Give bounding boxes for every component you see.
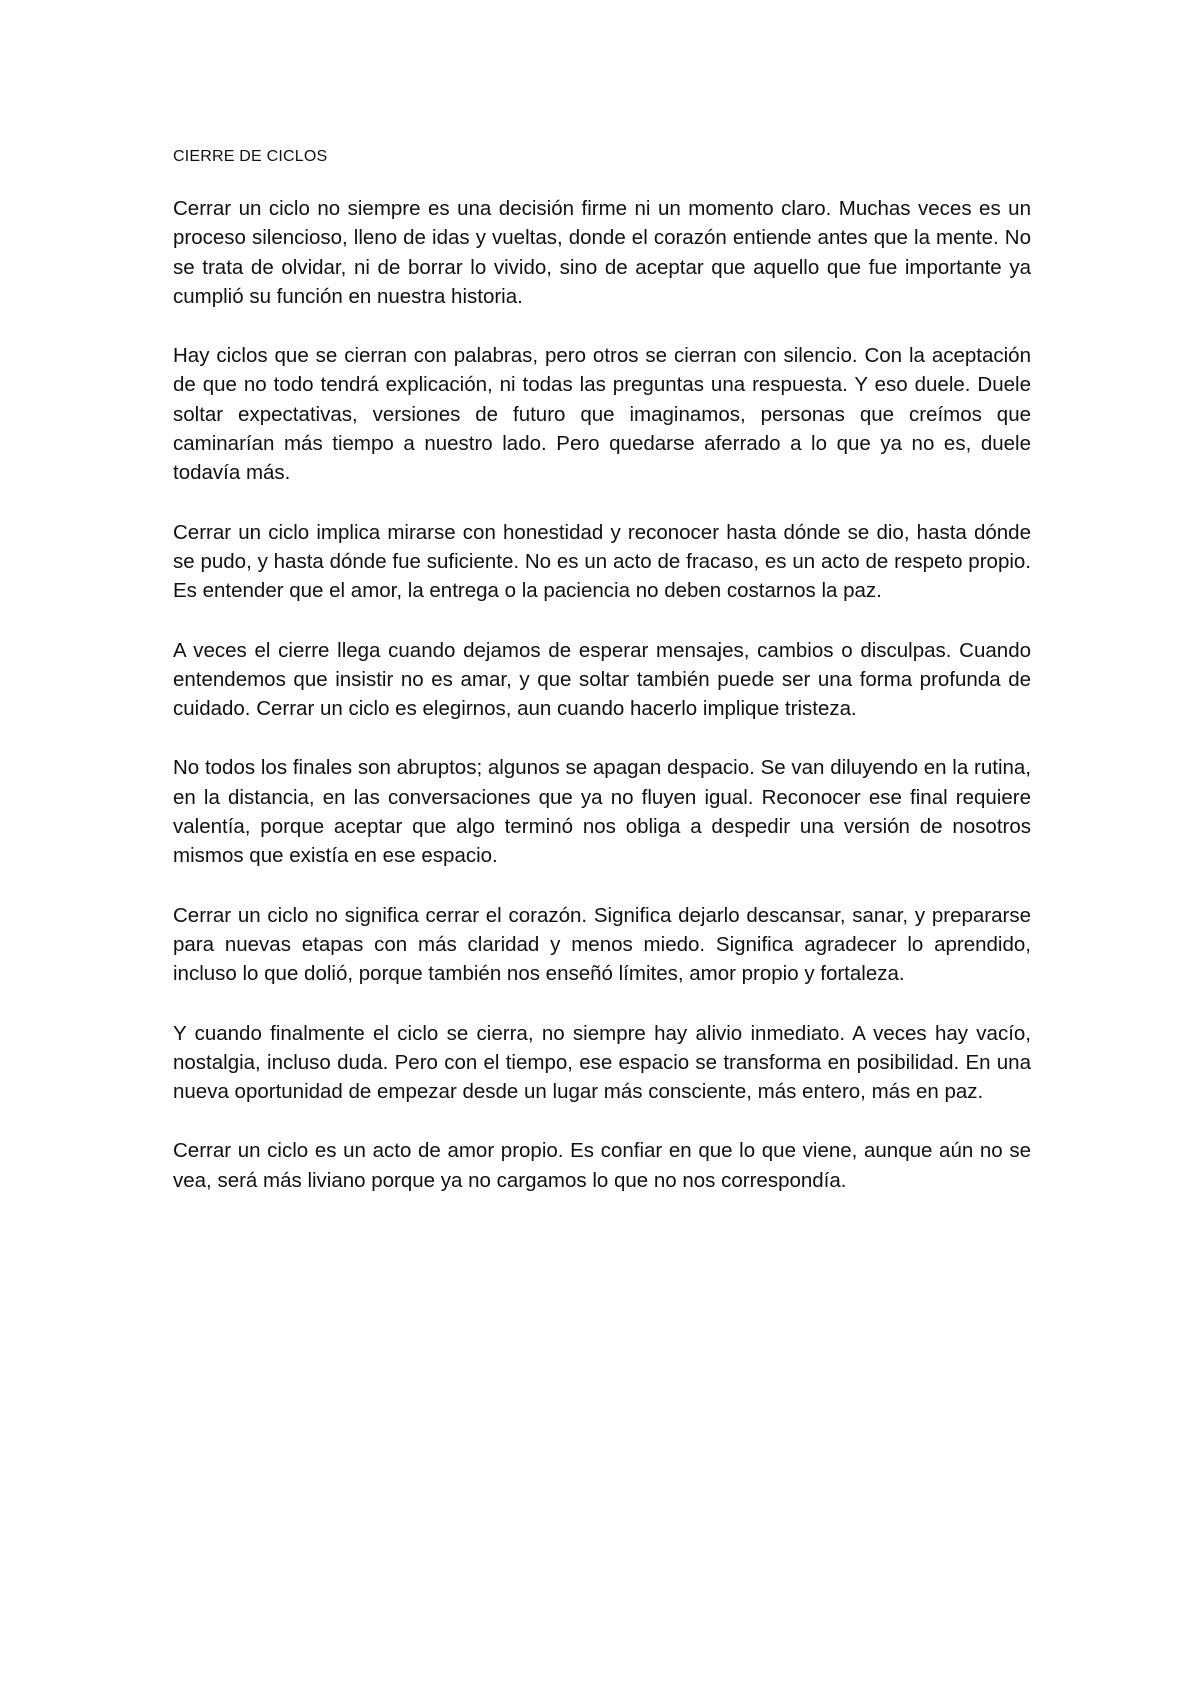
paragraph-1: Cerrar un ciclo no siempre es una decisión firme ni un momento claro. Muchas veces es un proceso silencioso, lleno de idas y vueltas, donde el corazón entiende antes que la mente. No se trata de olvidar, ni de borrar lo vivido, sino de aceptar que aquello que fue importante ya cumplió su función en nuestra historia.	[173, 197, 1031, 308]
document-title: CIERRE DE CICLOS	[173, 148, 328, 165]
document-body	[173, 146, 1031, 1225]
paragraph-3: Cerrar un ciclo implica mirarse con honestidad y reconocer hasta dónde se dio, hasta dónde se pudo, y hasta dónde fue suficiente. No es un acto de fracaso, es un acto de respeto propio. Es entender que el amor, la entrega o la paciencia no deben costarnos la paz.	[173, 520, 1031, 603]
paragraph-4: A veces el cierre llega cuando dejamos de esperar mensajes, cambios o disculpas. Cuando entendemos que insistir no es amar, y que soltar también puede ser una forma profunda de cuidado. Cerrar un ciclo es elegirnos, aun cuando hacerlo implique tristeza.	[173, 638, 1031, 721]
paragraph-6: Cerrar un ciclo no significa cerrar el corazón. Significa dejarlo descansar, sanar, y prepararse para nuevas etapas con más claridad y menos miedo. Significa agradecer lo aprendido, incluso lo que dolió, porque también nos enseñó límites, amor propio y fortaleza.	[173, 903, 1031, 986]
paragraph-5: No todos los finales son abruptos; algunos se apagan despacio. Se van diluyendo en la rutina, en la distancia, en las conversaciones que ya no fluyen igual. Reconocer ese final requiere valentía, porque aceptar que algo terminó nos obliga a despedir una versión de nosotros mismos que existía en ese espacio.	[173, 756, 1031, 868]
paragraph-2: Hay ciclos que se cierran con palabras, pero otros se cierran con silencio. Con la aceptación de que no todo tendrá explicación, ni todas las preguntas una respuesta. Y eso duele. Duele soltar expectativas, versiones de futuro que imaginamos, personas que creímos que caminarían más tiempo a nuestro lado. Pero quedarse aferrado a lo que ya no es, duele todavía más.	[173, 344, 1031, 485]
paragraph-8: Cerrar un ciclo es un acto de amor propio. Es confiar en que lo que viene, aunque aún no se vea, será más liviano porque ya no cargamos lo que no nos correspondía.	[173, 1139, 1031, 1192]
paragraph-7: Y cuando finalmente el ciclo se cierra, no siempre hay alivio inmediato. A veces hay vacío, nostalgia, incluso duda. Pero con el tiempo, ese espacio se transforma en posibilidad. En una nueva oportunidad de empezar desde un lugar más consciente, más entero, más en paz.	[173, 1021, 1031, 1104]
